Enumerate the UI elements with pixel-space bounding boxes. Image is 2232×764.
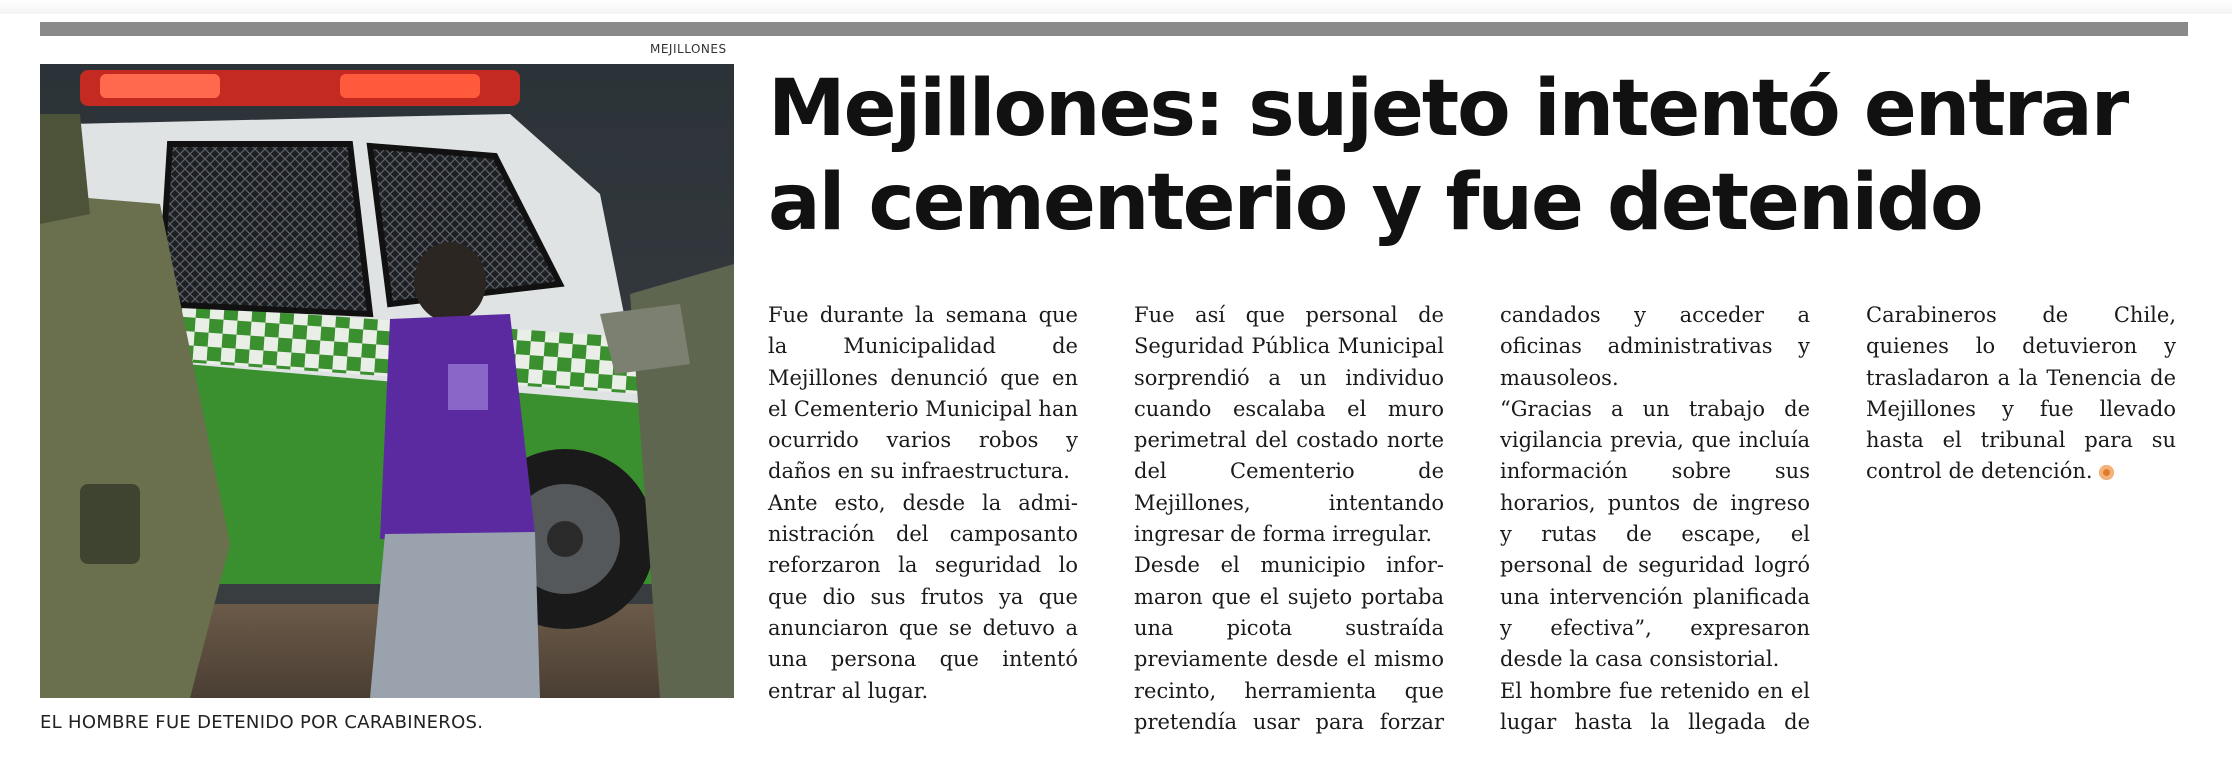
previous-page-strip xyxy=(0,0,2232,14)
top-rule xyxy=(40,22,2188,36)
section-tag: MEJILLONES xyxy=(650,42,727,56)
paragraph-5: “Gracias a un trabajo de vigilancia previa, que incluía información sobre sus horarios, puntos de ingreso y rutas de escape, el personal de seguridad logró una intervención planificada y efectiva”, expresaron desde la casa consistorial. xyxy=(1500,396,1810,672)
photo-caption: EL HOMBRE FUE DETENIDO POR CARABINEROS. xyxy=(40,712,484,733)
end-mark-icon xyxy=(2099,465,2114,480)
paragraph-1: Fue durante la semana que la Municipalidad de Mejillones denunció que en el Cementerio Municipal han ocurrido varios robos y daños en su infraestructura. xyxy=(768,303,1078,484)
paragraph-2: Ante esto, desde la administración del camposanto reforzaron la seguridad lo que dio sus frutos ya que anunciaron que se detuvo a una persona que intentó entrar al lugar. xyxy=(768,490,1078,703)
paragraph-4: Desde el municipio informaron que el sujeto portaba una picota sustraída previamente desde el mismo recinto, herramienta que pretendía usar para forzar candados y acceder a oficinas administrativas y mausoleos. xyxy=(1134,303,1810,734)
paragraph-6-text: El hombre fue retenido en el lugar hasta la llegada de Carabineros de Chile, quienes lo detuvieron y trasladaron a la Tenencia de Mejillones y fue llevado hasta el tribunal para su control de detención. xyxy=(1500,303,2176,734)
police-vehicle-photo-icon xyxy=(40,64,734,698)
paragraph-3: Fue así que personal de Seguridad Pública Municipal sorprendió a un individuo cuando escalaba el muro perimetral del costado norte del Cementerio de Mejillones, intentando ingresar de forma irregular. xyxy=(1134,303,1444,547)
article-photo xyxy=(40,64,734,698)
article-headline: Mejillones: sujeto intentó entrar al cementerio y fue detenido xyxy=(768,64,2128,248)
article-body xyxy=(768,300,2176,740)
